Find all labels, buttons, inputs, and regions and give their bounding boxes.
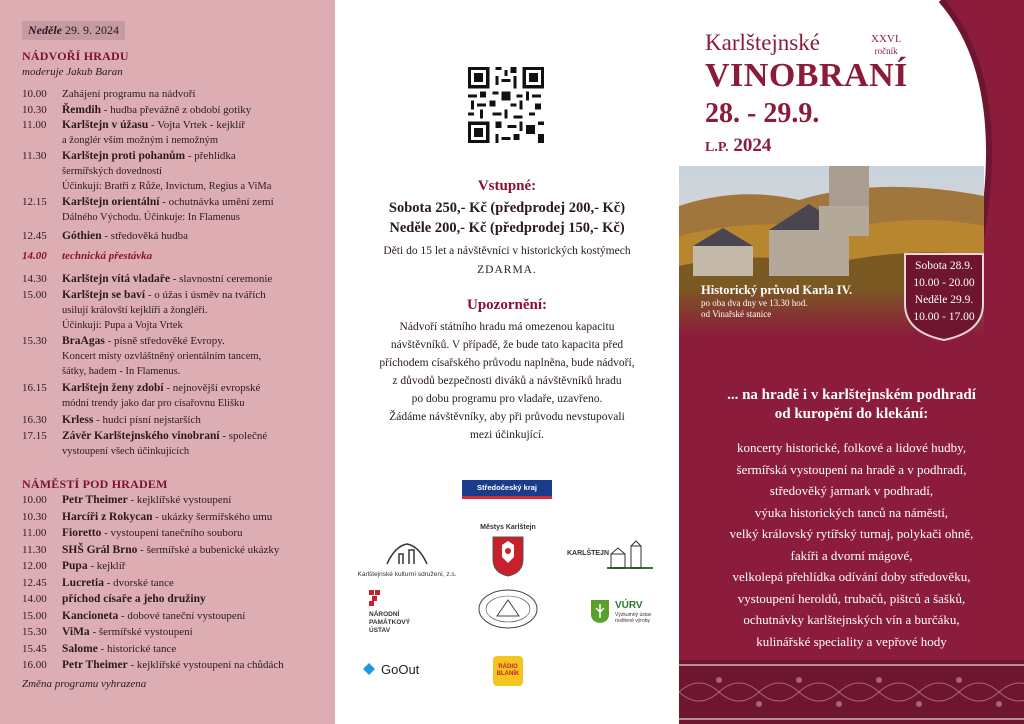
performer-description: - nejnovější evropské — [163, 382, 261, 394]
schedule-row — [22, 625, 332, 640]
performer-name: Lucretia — [62, 576, 104, 589]
schedule-time: 10.00 — [22, 88, 47, 100]
schedule-row — [22, 510, 332, 525]
children-note: Děti do 15 let a návštěvníci v historických kostýmech — [383, 245, 631, 257]
performer-description: - ukázky šermířského umu — [152, 510, 273, 523]
schedule-entry — [62, 625, 193, 640]
badge-saturday: Sobota 28.9. — [915, 260, 973, 272]
warning-line: mezi účinkující. — [469, 429, 545, 441]
grape-ornament-icon — [679, 660, 1024, 724]
performer-detail: usilují královští kejklíři a žongléři. Účinkují: Pupa a Vojta Vrtek — [62, 305, 208, 331]
schedule-time: 14.00 — [22, 250, 47, 262]
performer-detail: Koncert místy ozvláštněný orientálním tancem, šátky, hadem - In Flamenus. — [62, 351, 262, 377]
schedule-row — [22, 229, 332, 244]
schedule-time: 15.00 — [22, 289, 47, 301]
schedule-row — [22, 334, 332, 379]
schedule-time: 14.00 — [22, 593, 47, 605]
schedule-time: 15.00 — [22, 609, 47, 622]
performer-name: Karlštejn v úžasu — [62, 119, 149, 131]
day-date: 29. 9. 2024 — [64, 23, 119, 37]
performer-description: - středověká hudba — [101, 230, 189, 242]
schedule-entry — [62, 249, 152, 264]
warning-line: příchodem císařského průvodu naplněna, bude nádvoří, — [379, 357, 635, 369]
performer-name: Góthien — [62, 230, 102, 242]
schedule-entry — [62, 510, 272, 525]
schedule-row — [22, 592, 332, 607]
cover-panel — [679, 0, 1024, 724]
performer-name: Karlštejn orientální — [62, 196, 160, 208]
performer-description: - slavnostní ceremonie — [169, 273, 273, 285]
tagline-line1: ... na hradě i v karlštejnském podhradí — [727, 387, 976, 403]
schedule-entry — [62, 288, 266, 333]
schedule-entry — [62, 149, 271, 194]
sponsor-stredocesky-kraj: Středočeský kraj — [462, 480, 552, 496]
performer-name: Kancioneta — [62, 609, 119, 622]
goout-icon — [361, 661, 377, 677]
performer-name: Krless — [62, 414, 94, 426]
schedule-time: 11.30 — [22, 150, 47, 162]
performer-name: Salome — [62, 642, 98, 655]
schedule-entry — [62, 413, 201, 428]
schedule-time: 16.00 — [22, 659, 47, 671]
performer-description: - šermířské a bubenické ukázky — [137, 543, 280, 556]
schedule-entry — [62, 334, 261, 379]
schedule-entry — [62, 103, 251, 118]
schedule-row — [22, 609, 332, 624]
schedule-row — [22, 658, 332, 673]
schedule-time: 16.30 — [22, 414, 47, 426]
section-courtyard-title: NÁDVOŘÍ HRADU — [22, 49, 129, 63]
procession-info — [701, 283, 852, 320]
performer-description: Zahájení programu na nádvoří — [62, 88, 196, 100]
schedule-row — [22, 103, 332, 118]
entry-title: Vstupné: — [477, 178, 537, 194]
karlstejn-label: KARLŠTEJN — [567, 550, 610, 557]
warning-line: návštěvníků. V případě, že bude tato kapacita před — [390, 339, 624, 351]
schedule-row — [22, 87, 332, 102]
feature-item: středověký jarmark v podhradí, — [769, 483, 934, 498]
edition — [871, 33, 901, 57]
procession-location: od Vinařské stanice — [701, 309, 772, 319]
schedule-time: 15.45 — [22, 642, 47, 655]
schedule-row — [22, 642, 332, 657]
castle-drawing-icon — [605, 540, 655, 570]
warning-line: z důvodů bezpečnosti diváků a návštěvníků hradu — [392, 375, 622, 387]
performer-name: Karlštejn ženy zdobí — [62, 382, 164, 394]
performer-description: technická přestávka — [62, 250, 153, 262]
warning-text — [335, 318, 679, 444]
vurv-label: VÚRV — [615, 600, 643, 611]
info-panel — [335, 0, 679, 724]
mestys-label: Městys Karlštejn — [480, 524, 536, 531]
sponsor-kks — [357, 540, 457, 578]
performer-description: - dvorské tance — [103, 576, 174, 589]
performer-name: Karlštejn vítá vladaře — [62, 273, 170, 285]
year-value: 2024 — [733, 135, 772, 156]
schedule-entry — [62, 272, 272, 287]
performer-description: - hudba převážně z období gotiky — [100, 104, 252, 116]
schedule-row — [22, 526, 332, 541]
npu-label: NÁRODNÍ PAMÁTKOVÝ ÚSTAV — [369, 611, 411, 634]
castle-outline-icon — [385, 540, 429, 566]
performer-detail: módní trendy jako dar pro císařovnu Elišku — [62, 398, 245, 409]
schedule-time: 12.45 — [22, 576, 47, 589]
crest-icon — [491, 535, 525, 577]
schedule-time: 12.00 — [22, 560, 47, 572]
schedule-entry — [62, 543, 279, 558]
features-list — [679, 437, 1024, 652]
performer-name: BraAgas — [62, 335, 105, 347]
year-prefix: L.P. — [705, 140, 729, 155]
goout-label: GoOut — [381, 661, 420, 677]
schedule-time: 10.00 — [22, 494, 47, 506]
performer-detail: vystoupení všech účinkujících — [62, 446, 190, 457]
procession-time: po oba dva dny ve 13.30 hod. — [701, 298, 808, 308]
schedule-entry — [62, 526, 243, 541]
performer-description: - přehlídka — [185, 150, 236, 162]
schedule-row — [22, 576, 332, 591]
free-label: ZDARMA. — [477, 264, 537, 276]
performer-description: - písně středověké Evropy. — [104, 335, 225, 347]
section-square-title: NÁMĚSTÍ POD HRADEM — [22, 477, 168, 491]
schedule-row — [22, 543, 332, 558]
schedule-entry — [62, 658, 284, 673]
schedule-entry — [62, 592, 206, 607]
performer-name: Závěr Karlštejnského vinobraní — [62, 430, 220, 442]
event-dates: 28. - 29.9. — [705, 98, 820, 129]
performer-description: - o úžas i úsměv na tvářích — [145, 289, 266, 301]
schedule-time: 10.30 — [22, 104, 47, 116]
price-saturday: Sobota 250,- Kč (předprodej 200,- Kč) — [388, 200, 626, 216]
badge-sunday: Neděle 29.9. — [914, 294, 974, 306]
feature-item: velkolepá přehlídka odívání doby středověku, — [732, 569, 971, 584]
feature-item: koncerty historické, folkové a lidové hudby, — [736, 440, 967, 455]
schedule-entry — [62, 642, 176, 657]
performer-name: Fioretto — [62, 527, 102, 539]
day-header — [22, 21, 125, 40]
performer-name: Pupa — [62, 560, 88, 572]
opening-hours — [901, 258, 987, 326]
performer-description: - společné — [219, 430, 268, 442]
schedule-entry — [62, 381, 260, 411]
sponsor-wine-association — [477, 588, 539, 635]
schedule-row — [22, 118, 332, 148]
sponsor-goout — [361, 661, 441, 677]
performer-detail: šermířských dovedností Účinkují: Bratři z Růže, Invictum, Regius a ViMa — [62, 166, 272, 192]
event-year — [705, 135, 771, 157]
performer-description: - dobové taneční vystoupení — [118, 609, 246, 622]
warning-line: Nádvoří státního hradu má omezenou kapacitu — [399, 321, 615, 333]
performer-description: - historické tance — [97, 642, 177, 655]
warning-title: Upozornění: — [467, 297, 547, 313]
schedule-row — [22, 272, 332, 287]
program-panel — [0, 0, 335, 724]
feature-item: ochutnávky karlštejnských vín a burčáku, — [743, 612, 960, 627]
performer-detail: Dálného Východu. Účinkuje: In Flamenus — [62, 212, 240, 223]
schedule-entry — [62, 493, 231, 508]
feature-item: vystoupení heroldů, trubačů, pištců a šašků, — [737, 590, 966, 606]
sponsor-npu — [369, 590, 429, 635]
schedule-time: 11.30 — [22, 543, 47, 556]
performer-name: ViMa — [62, 626, 90, 638]
schedule-row — [22, 413, 332, 428]
performer-description: - hudci písní nejstarších — [93, 414, 201, 426]
schedule-row — [22, 195, 332, 225]
schedule-entry — [62, 195, 274, 225]
performer-description: - kejklířské vystoupení — [127, 494, 232, 506]
schedule-time: 12.15 — [22, 196, 47, 208]
schedule-time: 14.30 — [22, 273, 47, 285]
schedule-time: 16.15 — [22, 382, 47, 394]
wine-seal-icon — [477, 588, 539, 630]
kks-label: Karlštejnské kulturní sdružení, z.s. — [357, 571, 457, 578]
performer-description: - ochutnávka umění zemí — [159, 196, 274, 208]
warning-line: Žádáme návštěvníky, aby při průvodu nevstupovali — [389, 411, 625, 423]
ornament-band — [679, 660, 1024, 724]
schedule-entry — [62, 559, 125, 574]
sponsor-mestys-karlstejn — [471, 524, 545, 582]
schedule-entry — [62, 87, 195, 102]
schedule-time: 12.45 — [22, 230, 47, 242]
program-note: Změna programu vyhrazena — [22, 678, 147, 690]
sponsor-radio-blanik — [493, 656, 523, 686]
schedule-row — [22, 559, 332, 574]
schedule-time: 11.00 — [22, 119, 47, 131]
schedule-row — [22, 429, 332, 459]
badge-saturday-time: 10.00 - 20.00 — [913, 277, 975, 289]
schedule-time: 15.30 — [22, 626, 47, 638]
performer-description: - šermířské vystoupení — [89, 626, 193, 638]
price-sunday: Neděle 200,- Kč (předprodej 150,- Kč) — [389, 220, 625, 236]
npu-logo-icon — [369, 590, 385, 606]
performer-detail: a žonglér vším možným i nemožným — [62, 135, 219, 146]
day-name: Neděle — [28, 23, 62, 37]
schedule-entry — [62, 609, 245, 624]
feature-item: kulinářské speciality a vepřové hody — [756, 633, 947, 649]
performer-description: - Vojta Vrtek - kejklíř — [148, 119, 246, 131]
schedule-entry — [62, 576, 174, 591]
schedule-time: 17.15 — [22, 430, 47, 442]
title-karlstejnske: Karlštejnské — [705, 30, 820, 55]
performer-name: Harcíři z Rokycan — [62, 510, 153, 523]
procession-title: Historický průvod Karla IV. — [701, 283, 853, 297]
schedule-time: 11.00 — [22, 527, 47, 539]
schedule-row — [22, 493, 332, 508]
schedule-entry — [62, 118, 245, 148]
performer-name: SHŠ Grál Brno — [62, 543, 138, 556]
qr-code-icon[interactable] — [468, 67, 544, 143]
feature-item: šermířská vystoupení na hradě a v podhradí, — [736, 461, 967, 477]
schedule-entry — [62, 229, 188, 244]
feature-item: velký královský rytířský turnaj, polykači ohně, — [729, 526, 974, 541]
schedule-time: 10.30 — [22, 510, 47, 523]
schedule-row — [22, 288, 332, 333]
edition-number: XXVI. — [871, 33, 902, 45]
vurv-leaf-icon — [589, 598, 611, 624]
schedule-entry — [62, 429, 267, 459]
performer-name: Karlštejn proti pohanům — [62, 150, 186, 162]
performer-name: Řemdih — [62, 104, 101, 116]
schedule-row — [22, 249, 332, 264]
performer-name: Karlštejn se baví — [62, 289, 146, 301]
section-courtyard-moderator: moderuje Jakub Baran — [22, 66, 123, 78]
vurv-sub-label: Výzkumný ústav rostlinné výroby — [615, 612, 652, 624]
performer-name: Petr Theimer — [62, 494, 128, 506]
performer-description: - kejklířské vystoupení na chůdách — [127, 659, 284, 671]
badge-sunday-time: 10.00 - 17.00 — [913, 311, 975, 323]
edition-label: ročník — [874, 46, 898, 56]
schedule-row — [22, 149, 332, 194]
feature-item: výuka historických tanců na náměstí, — [754, 504, 949, 520]
free-note — [335, 261, 679, 279]
title-vinobrani: VINOBRANÍ — [705, 57, 908, 94]
performer-name: Petr Theimer — [62, 659, 128, 671]
schedule-row — [22, 381, 332, 411]
schedule-time: 15.30 — [22, 335, 47, 347]
warning-line: po dobu programu pro vladaře, uzavřeno. — [411, 393, 603, 405]
performer-description: - vystoupení tanečního souboru — [101, 527, 243, 539]
performer-description: - kejklíř — [87, 560, 126, 572]
performer-name: příchod císaře a jeho družiny — [62, 593, 206, 605]
tagline-line2: od kuropění do klekání: — [774, 406, 929, 422]
feature-item: fakíři a dvorní mágové, — [790, 547, 913, 563]
radio-label: RÁDIO BLANÍK — [496, 664, 520, 677]
